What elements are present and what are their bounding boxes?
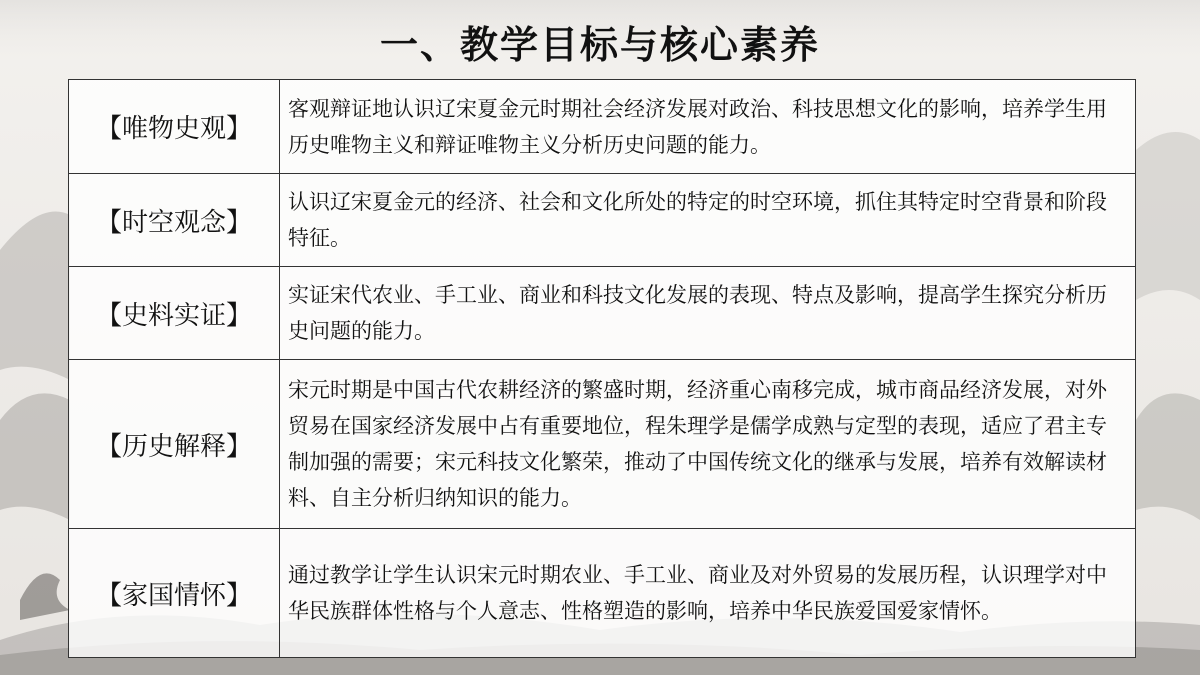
- literacy-description: 客观辩证地认识辽宋夏金元时期社会经济发展对政治、科技思想文化的影响，培养学生用历史唯物主义和辩证唯物主义分析历史问题的能力。: [280, 80, 1136, 174]
- table-row: [69, 529, 1136, 658]
- literacy-description: 认识辽宋夏金元的经济、社会和文化所处的特定的时空环境，抓住其特定时空背景和阶段特征。: [280, 174, 1136, 267]
- literacy-label: 【史料实证】: [69, 267, 280, 360]
- literacy-label: 【唯物史观】: [69, 80, 280, 174]
- slide-title: 一、教学目标与核心素养: [379, 23, 820, 67]
- literacy-label: 【家国情怀】: [69, 529, 280, 658]
- literacy-label: 【历史解释】: [69, 360, 280, 529]
- table-row: [69, 174, 1136, 267]
- table-row: [69, 80, 1136, 174]
- core-literacy-table: [68, 79, 1136, 658]
- literacy-label: 【时空观念】: [69, 174, 280, 267]
- literacy-description: 通过教学让学生认识宋元时期农业、手工业、商业及对外贸易的发展历程，认识理学对中华民族群体性格与个人意志、性格塑造的影响，培养中华民族爱国爱家情怀。: [280, 529, 1136, 658]
- literacy-description: 宋元时期是中国古代农耕经济的繁盛时期，经济重心南移完成，城市商品经济发展，对外贸易在国家经济发展中占有重要地位，程朱理学是儒学成熟与定型的表现，适应了君主专制加强的需要；宋元科技文化繁荣，推动了中国传统文化的继承与发展，培养有效解读材料、自主分析归纳知识的能力。: [280, 360, 1136, 529]
- literacy-description: 实证宋代农业、手工业、商业和科技文化发展的表现、特点及影响，提高学生探究分析历史问题的能力。: [280, 267, 1136, 360]
- table-row: [69, 360, 1136, 529]
- table-row: [69, 267, 1136, 360]
